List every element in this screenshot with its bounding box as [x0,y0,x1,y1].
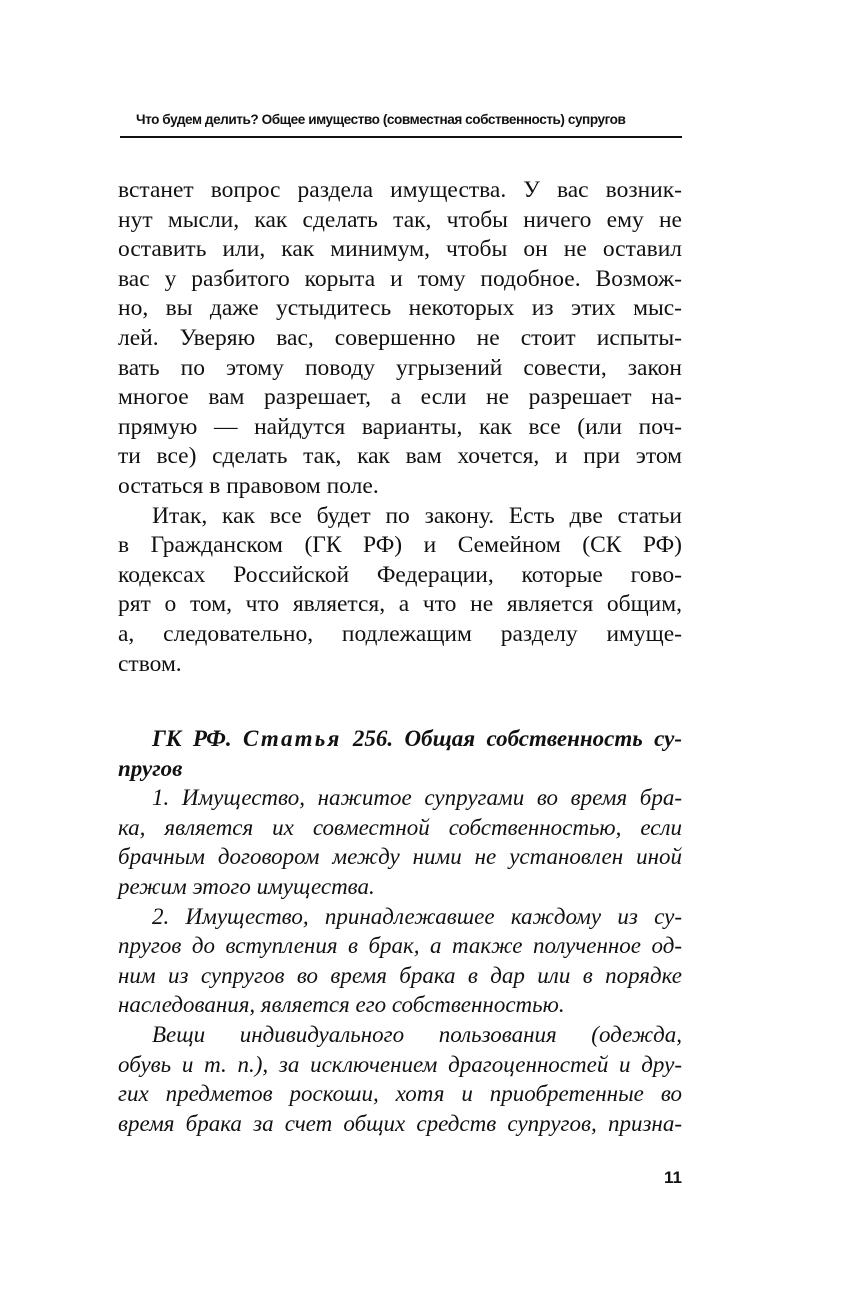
text-line: в Гражданском (ГК РФ) и Семейном (СК РФ) [118,532,682,559]
text-line: ти все) сделать так, как вам хочется, и при этом [118,443,682,470]
article-heading-prefix: ГК РФ. [152,726,232,751]
text-line: Итак, как все будет по закону. Есть две статьи [152,502,682,529]
text-line: нут мысли, как сделать так, чтобы ничего ему не [118,206,682,233]
running-head [120,112,682,138]
text-line: время брака за счет общих средств супругов, призна- [118,1110,682,1136]
text-line: пругов до вступления в брак, а также полученное од- [118,933,682,959]
text-line: а, следовательно, подлежащим разделу имуще- [118,620,682,647]
text-line: 1. Имущество, нажитое супругами во время бра- [152,785,682,811]
article-item-3 [118,1020,682,1138]
text-line: обувь и т. п.), за исключением драгоценностей и дру- [118,1051,682,1077]
text-line: но, вы даже устыдитесь некоторых из этих мыс- [118,295,682,322]
running-head-title: Что будем делить? Общее имущество (совместная собственность) супругов [136,112,626,127]
article-heading [118,724,682,754]
text-line: брачным договором между ними не установлен иной [118,844,682,870]
article-quote [118,724,682,1138]
text-line: 2. Имущество, принадлежавшее каждому из су- [152,903,682,929]
text-line: лей. Уверяю вас, совершенно не стоит испыты- [118,324,682,351]
page-number: 11 [664,1168,682,1187]
text-line: вас у разбитого корыта и тому подобное. Возмож- [118,265,682,292]
text-line: режим этого имущества. [118,873,375,899]
text-line: многое вам разрешает, а если не разрешает на- [118,384,682,411]
article-item-1 [118,783,682,901]
text-line: кодексах Российской Федерации, которые гово- [118,561,682,588]
text-line: ством. [118,650,182,677]
article-heading-line-2: пругов [118,755,183,781]
text-line: прямую — найдутся варианты, как все (или поч- [118,413,682,440]
text-line: наследования, является его собственностью. [118,992,565,1018]
paragraph-2 [118,502,682,680]
text-line: гих предметов роскоши, хотя и приобретенные во [118,1081,682,1107]
text-line: ка, является их совместной собственностью, если [118,814,682,840]
article-item-2 [118,902,682,1020]
text-line: Вещи индивидуального пользования (одежда, [152,1021,682,1047]
text-line: рят о том, что является, а что не является общим, [118,591,682,618]
article-heading-rest: 256. Общая собственность су- [352,726,683,751]
article-heading-word: Статья [242,726,342,751]
text-line: ним из супругов во время брака в дар или в порядке [118,962,682,988]
paragraph-1 [118,176,682,502]
text-line: вать по этому поводу угрызений совести, закон [118,354,682,381]
text-line: встанет вопрос раздела имущества. У вас возник- [118,177,682,203]
text-line: оставить или, как минимум, чтобы он не оставил [118,236,682,263]
body-text [118,176,682,679]
text-line: остаться в правовом поле. [118,472,379,499]
